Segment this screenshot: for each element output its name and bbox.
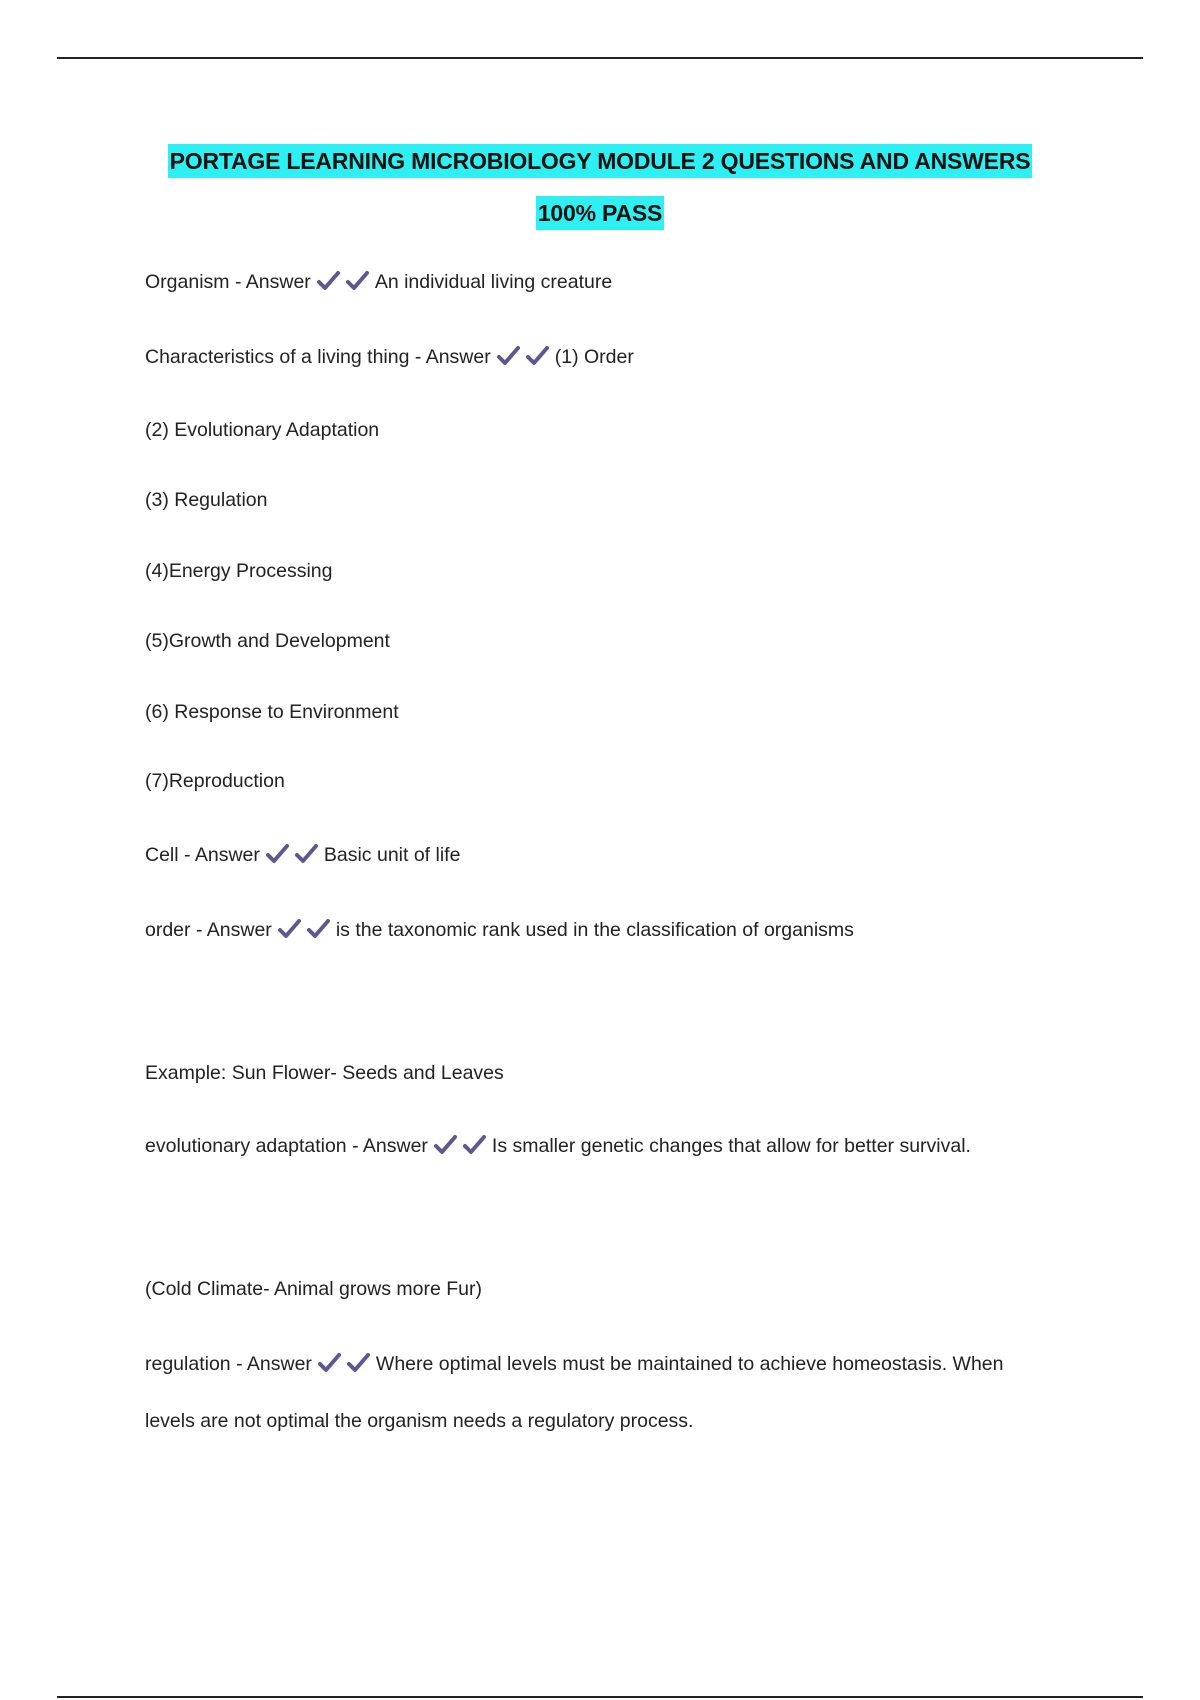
answer-checkmarks [278, 918, 336, 942]
answer-checkmarks [317, 270, 375, 294]
list-item: (4)Energy Processing [145, 560, 333, 582]
answer-text: An individual living creature [374, 271, 613, 293]
document-subtitle [0, 200, 1200, 227]
question-term: evolutionary adaptation - Answer [145, 1135, 428, 1157]
qa-line-regulation [145, 1352, 1065, 1376]
list-item: (2) Evolutionary Adaptation [145, 419, 380, 441]
answer-text: Basic unit of life [323, 844, 461, 866]
answer-continuation: levels are not optimal the organism needs a regulatory process. [145, 1410, 694, 1432]
answer-checkmarks [266, 843, 324, 867]
qa-line-cell [145, 843, 1065, 867]
question-term: Characteristics of a living thing - Answer [145, 346, 491, 368]
example-text: (Cold Climate- Animal grows more Fur) [145, 1278, 482, 1300]
qa-line-evolutionary-adaptation [145, 1134, 1065, 1158]
list-item: (7)Reproduction [145, 770, 285, 792]
question-term: order - Answer [145, 919, 272, 941]
header-rule [57, 57, 1143, 59]
checkmark-icon [434, 1135, 457, 1155]
checkmark-icon [278, 919, 301, 939]
checkmark-icon [318, 1353, 341, 1373]
checkmark-icon [526, 346, 549, 366]
qa-line-order [145, 918, 1065, 942]
list-item: (6) Response to Environment [145, 701, 399, 723]
checkmark-icon [346, 271, 369, 291]
title-line-1: PORTAGE LEARNING MICROBIOLOGY MODULE 2 QUESTIONS AND ANSWERS [168, 144, 1033, 178]
answer-text: Is smaller genetic changes that allow for better survival. [491, 1135, 971, 1157]
answer-text: Where optimal levels must be maintained to achieve homeostasis. When [375, 1353, 1004, 1375]
list-item: (5)Growth and Development [145, 630, 390, 652]
answer-text: is the taxonomic rank used in the classification of organisms [335, 919, 854, 941]
qa-line-organism [145, 270, 1065, 294]
checkmark-icon [295, 844, 318, 864]
footer-rule [57, 1696, 1143, 1698]
answer-checkmarks [497, 345, 555, 369]
answer-text: (1) Order [554, 346, 634, 368]
document-title [0, 148, 1200, 175]
checkmark-icon [266, 844, 289, 864]
checkmark-icon [463, 1135, 486, 1155]
list-item: (3) Regulation [145, 489, 268, 511]
answer-checkmarks [434, 1134, 492, 1158]
checkmark-icon [317, 271, 340, 291]
question-term: regulation - Answer [145, 1353, 312, 1375]
checkmark-icon [307, 919, 330, 939]
checkmark-icon [497, 346, 520, 366]
question-term: Cell - Answer [145, 844, 260, 866]
qa-line-characteristics [145, 345, 1065, 369]
question-term: Organism - Answer [145, 271, 311, 293]
title-line-2: 100% PASS [536, 196, 664, 230]
example-text: Example: Sun Flower- Seeds and Leaves [145, 1062, 504, 1084]
checkmark-icon [347, 1353, 370, 1373]
answer-checkmarks [318, 1352, 376, 1376]
